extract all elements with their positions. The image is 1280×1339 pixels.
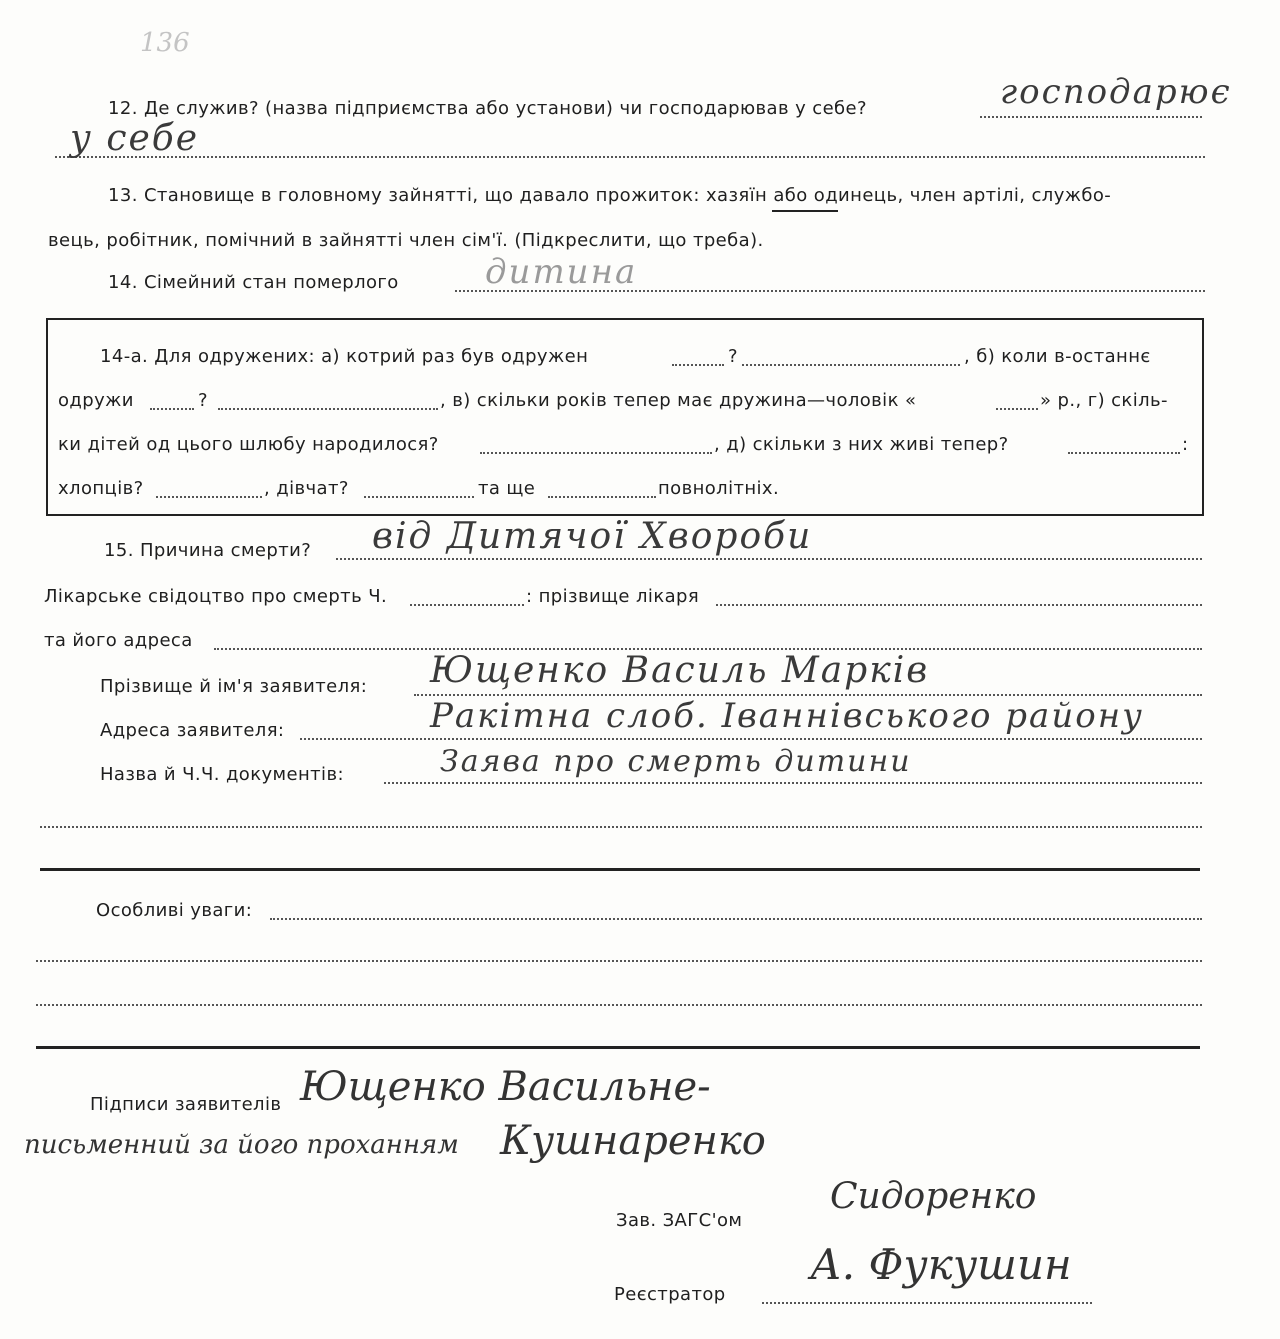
q14a-line1-a: 14-а. Для одружених: а) котрий раз був одружен	[100, 346, 589, 367]
q14a-dots-4	[218, 408, 438, 410]
medical-cert-number-line	[410, 604, 524, 606]
registrar-signature: А. Фукушин	[810, 1240, 1072, 1289]
notes-line-1	[270, 918, 1202, 920]
q14a-dots-8	[156, 496, 262, 498]
q13-underline	[772, 210, 838, 212]
q14a-dots-3	[150, 408, 194, 410]
applicant-address-value: Ракітна слоб. Іваннівського району	[430, 696, 1144, 736]
q15-label: 15. Причина смерти?	[104, 540, 312, 561]
applicant-name-label: Прізвище й ім'я заявителя:	[100, 676, 368, 697]
zags-signature: Сидоренко	[830, 1176, 1037, 1217]
applicant-docs-value: Заява про смерть дитини	[440, 744, 912, 779]
applicant-signature: Ющенко Васильне-	[300, 1064, 711, 1110]
q12-label: 12. Де служив? (назва підприємства або установи) чи господарював у себе?	[108, 98, 867, 119]
notes-label: Особливі уваги:	[96, 900, 253, 921]
q14a-dots-7	[1068, 452, 1180, 454]
corner-note: 136	[140, 28, 190, 58]
blank-line-1	[40, 826, 1202, 828]
extra-signature: Кушнаренко	[500, 1118, 766, 1164]
q14a-line2-a: одружи	[58, 390, 134, 411]
section-divider-2	[36, 1046, 1200, 1049]
q14a-line4-b: , дівчат?	[264, 478, 349, 499]
q14a-dots-10	[548, 496, 656, 498]
zags-label: Зав. ЗАГС'ом	[616, 1210, 743, 1231]
q14a-line4-c: та ще	[478, 478, 536, 499]
applicant-address-label: Адреса заявителя:	[100, 720, 285, 741]
q14a-dots-5	[996, 408, 1038, 410]
registrar-label: Реєстратор	[614, 1284, 726, 1305]
q14a-line3-c: :	[1182, 434, 1189, 455]
q14a-line4-a: хлопців?	[58, 478, 144, 499]
q14a-dots-1	[672, 364, 724, 366]
signatures-label: Підписи заявителів	[90, 1094, 282, 1115]
applicant-address-line	[300, 738, 1202, 740]
q14a-line3-b: , д) скільки з них живі тепер?	[714, 434, 1009, 455]
q14-answer: дитина	[485, 252, 638, 292]
q15-answer-line	[336, 558, 1202, 560]
q13-line2: вець, робітник, помічний в зайнятті член сім'ї. (Підкреслити, що треба).	[48, 230, 764, 251]
q14a-line4-d: повнолітніх.	[658, 478, 780, 499]
q12-answer-line-2	[55, 156, 1205, 158]
applicant-docs-line	[384, 782, 1202, 784]
section-divider-1	[40, 868, 1200, 871]
q14a-line1-b: , б) коли в-останнє	[964, 346, 1151, 367]
medical-doctor-line	[716, 604, 1202, 606]
q12-answer-line	[980, 116, 1202, 118]
extra-signature-line: письменний за його проханням	[24, 1130, 459, 1160]
medical-label-a: Лікарське свідоцтво про смерть Ч.	[44, 586, 388, 607]
q15-answer: від Дитячої Хвороби	[372, 516, 813, 557]
q14a-dots-2	[742, 364, 960, 366]
q14a-line3-a: ки дітей од цього шлюбу народилося?	[58, 434, 439, 455]
q14a-line2-q: ?	[198, 390, 208, 411]
notes-line-2	[36, 960, 1202, 962]
applicant-name-value: Ющенко Василь Марків	[430, 650, 930, 691]
applicant-docs-label: Назва й Ч.Ч. документів:	[100, 764, 344, 785]
medical-label-c: та його адреса	[44, 630, 193, 651]
q14a-dots-9	[364, 496, 474, 498]
q14-label: 14. Сімейний стан померлого	[108, 272, 399, 293]
q13-line1: 13. Становище в головному зайнятті, що давало прожиток: хазяїн або одинець, член артілі, службо-	[108, 185, 1112, 206]
q14a-line2-c: » р., г) скіль-	[1040, 390, 1168, 411]
medical-label-b: : прізвище лікаря	[526, 586, 700, 607]
q14a-dots-6	[480, 452, 712, 454]
q12-answer-line1: господарює	[1000, 72, 1232, 112]
notes-line-3	[36, 1004, 1202, 1006]
registrar-line	[762, 1302, 1092, 1304]
q12-answer-line2: у себе	[70, 118, 200, 159]
q14a-line1-q: ?	[728, 346, 738, 367]
q14a-line2-b: , в) скільки років тепер має дружина—чоловік «	[440, 390, 917, 411]
